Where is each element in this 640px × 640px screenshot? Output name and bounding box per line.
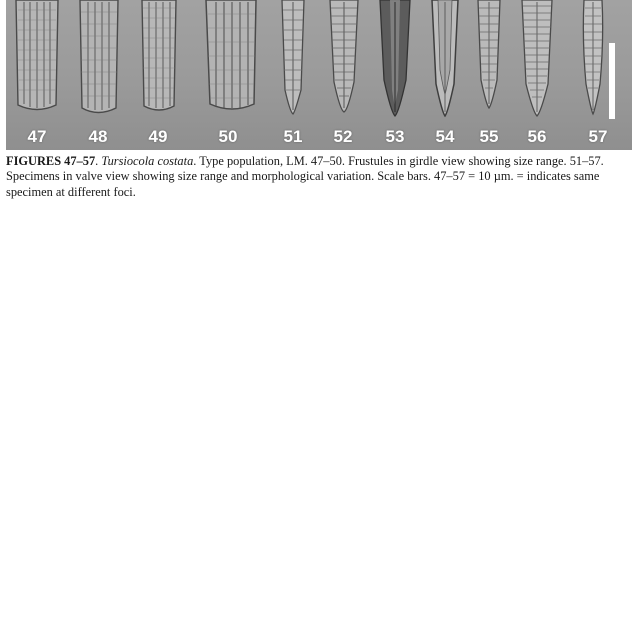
panel-label: 57	[588, 127, 608, 146]
panel-label: 54	[435, 127, 455, 146]
micrograph-panel-50	[188, 0, 268, 150]
taxon-name: Tursiocola costata	[101, 154, 194, 168]
micrograph-panel-54	[422, 0, 468, 150]
micrograph-panel-51	[268, 0, 318, 150]
panel-label: 56	[527, 127, 547, 146]
caption-text: . Type population, LM. 47–50. Frustules in girdle view showing size range. 51–57. Specimens in valve view showing size range and morphological variation. Scale bars. 47–57 = 10 µm. = indicates same specimen at different foci.	[6, 154, 604, 199]
micrograph-panel-57	[564, 0, 632, 150]
micrograph-panel-52	[318, 0, 368, 150]
micrograph-panel-53	[368, 0, 422, 150]
panel-label: 50	[218, 127, 238, 146]
micrograph-panel-55	[468, 0, 510, 150]
micrograph-panel-48	[68, 0, 128, 150]
panel-label: 52	[333, 127, 353, 146]
micrograph-panel-47	[6, 0, 68, 150]
micrograph-panel-56	[510, 0, 564, 150]
micrograph-panel-49	[128, 0, 188, 150]
figure-plate	[6, 0, 632, 150]
panel-label: 49	[148, 127, 168, 146]
figure-label: FIGURES 47–57	[6, 154, 96, 168]
scale-bar	[609, 43, 615, 119]
panel-label: 55	[479, 127, 499, 146]
panel-label: 53	[385, 127, 405, 146]
panel-label: 51	[283, 127, 303, 146]
panel-label: 47	[27, 127, 47, 146]
figure-caption	[6, 154, 632, 200]
panel-label: 48	[88, 127, 108, 146]
caption-separator: .	[95, 154, 102, 168]
